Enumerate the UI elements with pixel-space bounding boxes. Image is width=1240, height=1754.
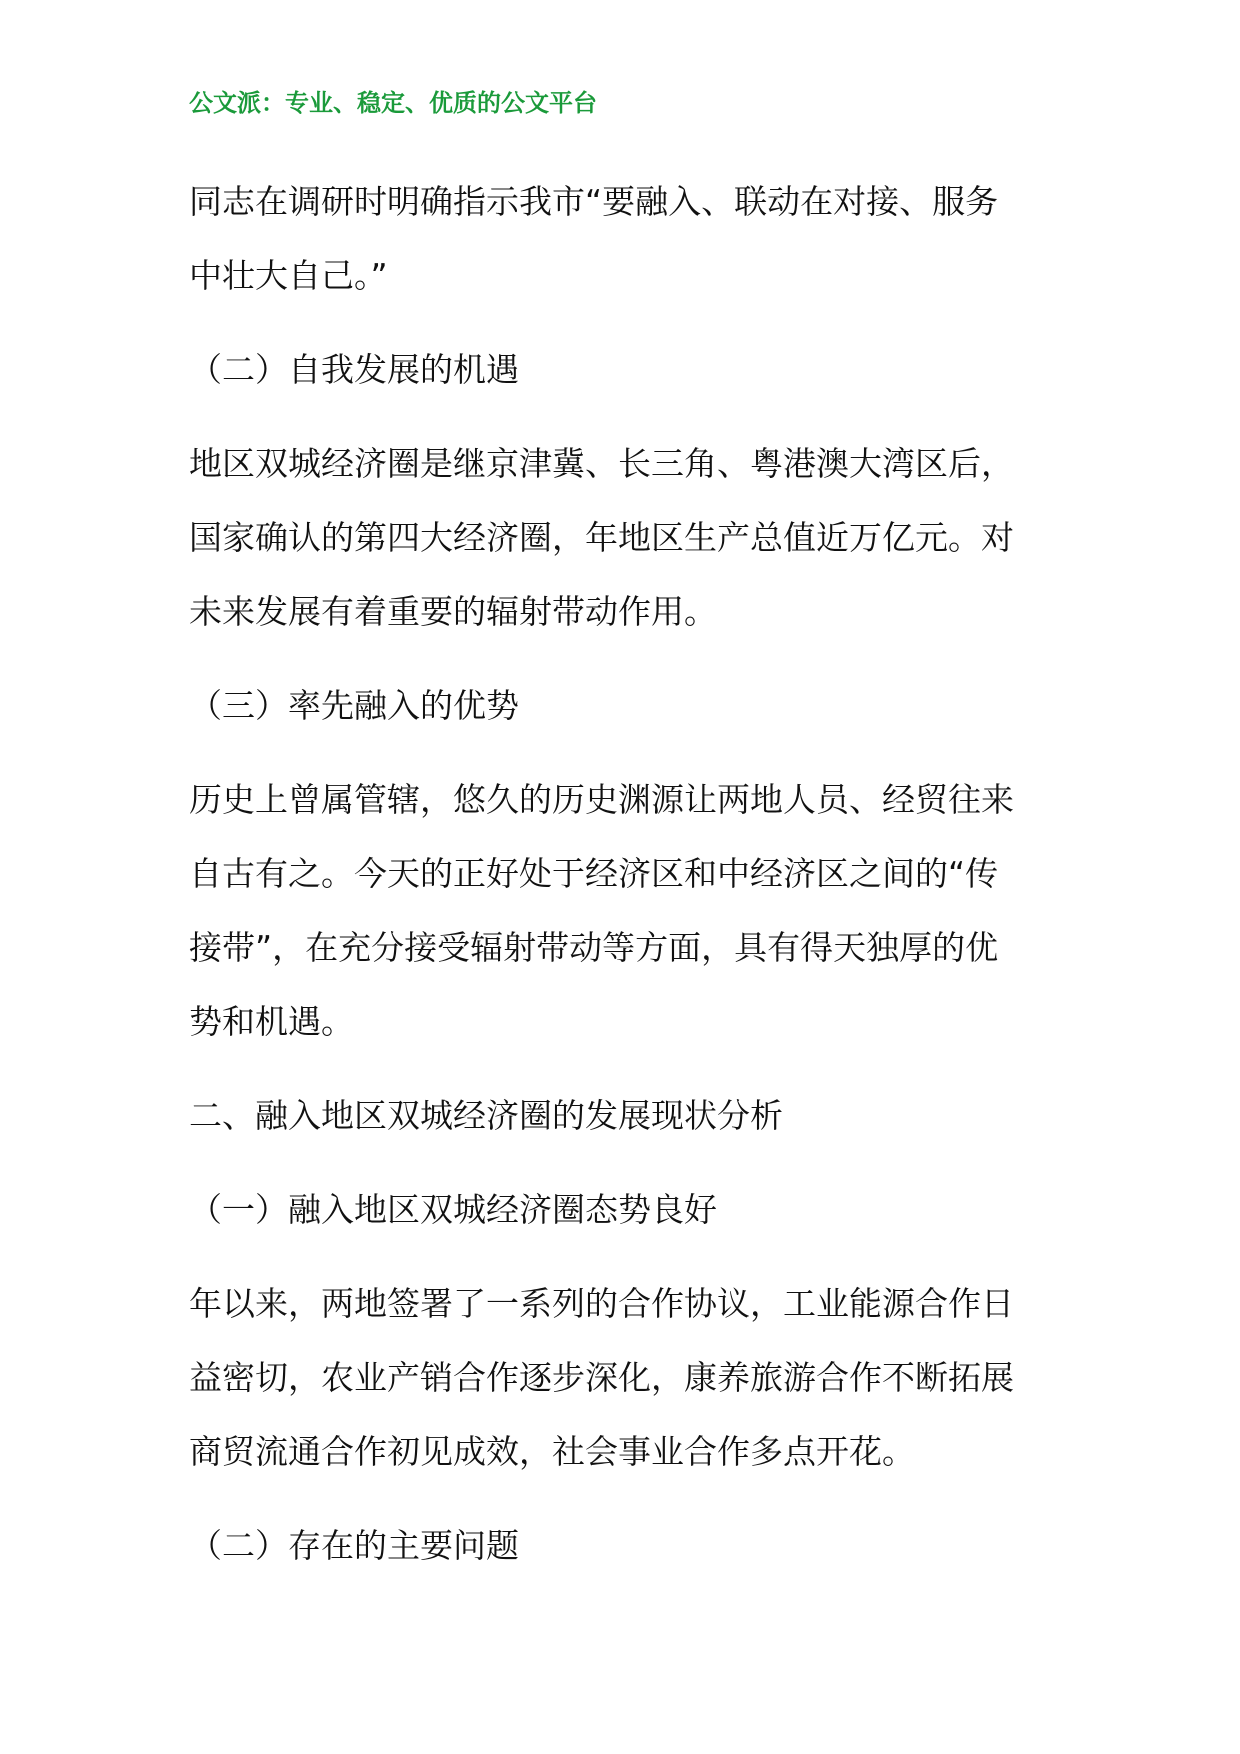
text-line: 中壮大自己。” xyxy=(189,256,388,295)
chapter-heading: 二、融入地区双城经济圈的发展现状分析 xyxy=(189,1096,783,1135)
section-heading: （三）率先融入的优势 xyxy=(189,686,519,725)
paragraph xyxy=(189,165,1059,313)
text-line: 同志在调研时明确指示我市“要融入、联动在对接、服务 xyxy=(189,182,999,221)
paragraph xyxy=(189,427,1059,649)
text-line: 势和机遇。 xyxy=(189,1002,354,1041)
section-heading: （二）存在的主要问题 xyxy=(189,1526,519,1565)
header-banner: 公文派：专业、稳定、优质的公文平台 xyxy=(189,89,597,117)
text-line: 接带”，在充分接受辐射带动等方面，具有得天独厚的优 xyxy=(189,928,999,967)
section-heading: （二）自我发展的机遇 xyxy=(189,350,519,389)
section-heading: （一）融入地区双城经济圈态势良好 xyxy=(189,1190,717,1229)
document-body xyxy=(189,165,1059,1583)
paragraph xyxy=(189,763,1059,1059)
text-line: 益密切，农业产销合作逐步深化，康养旅游合作不断拓展 xyxy=(189,1358,1014,1397)
text-line: 商贸流通合作初见成效，社会事业合作多点开花。 xyxy=(189,1432,915,1471)
text-line: 未来发展有着重要的辐射带动作用。 xyxy=(189,592,717,631)
text-line: 年以来，两地签署了一系列的合作协议，工业能源合作日 xyxy=(189,1284,1014,1323)
text-line: 地区双城经济圈是继京津冀、长三角、粤港澳大湾区后， xyxy=(189,444,1014,483)
paragraph xyxy=(189,1267,1059,1489)
text-line: 自古有之。今天的正好处于经济区和中经济区之间的“传 xyxy=(189,854,999,893)
text-line: 历史上曾属管辖，悠久的历史渊源让两地人员、经贸往来 xyxy=(189,780,1014,819)
text-line: 国家确认的第四大经济圈，年地区生产总值近万亿元。对 xyxy=(189,518,1014,557)
